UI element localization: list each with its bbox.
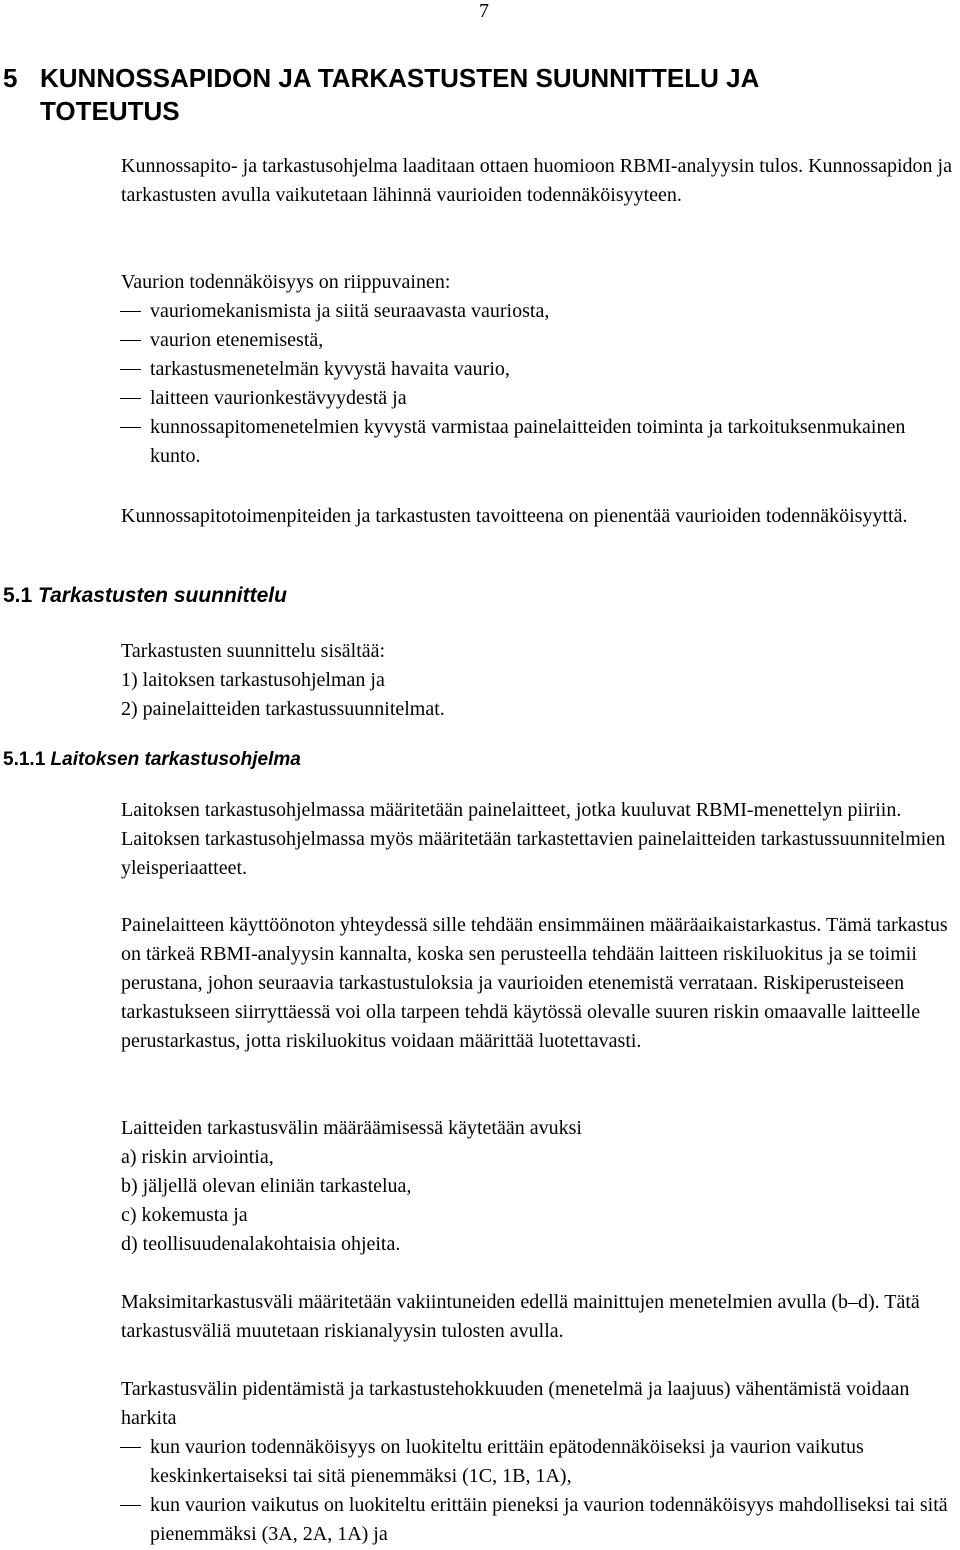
list-item: laitteen vaurionkestävyydestä ja [120, 384, 953, 413]
subsection-title: Laitoksen tarkastusohjelma [50, 749, 301, 770]
probability-factors [121, 268, 953, 471]
extension-section [121, 1375, 953, 1549]
planning-list [121, 666, 953, 724]
planning-contents [121, 637, 953, 724]
interval-aids-list [121, 1143, 953, 1259]
factors-lead: Vaurion todennäköisyys on riippuvainen: [121, 271, 451, 293]
list-item: c) kokemusta ja [121, 1204, 248, 1226]
extension-list [121, 1433, 953, 1549]
chapter-title-line2: TOTEUTUS [40, 96, 180, 126]
max-interval-paragraph-block [121, 1288, 953, 1346]
program-paragraph-block [121, 796, 953, 883]
list-item: vauriomekanismista ja siitä seuraavasta vauriosta, [120, 297, 953, 326]
subsection-number: 5.1.1 [3, 749, 46, 770]
chapter-number: 5 [3, 63, 18, 93]
goal-paragraph-block [121, 502, 953, 531]
chapter-title-line1: KUNNOSSAPIDON JA TARKASTUSTEN SUUNNITTELU JA [40, 63, 760, 93]
interval-aids [121, 1114, 953, 1259]
list-item: b) jäljellä olevan eliniän tarkastelua, [121, 1175, 412, 1197]
planning-lead: Tarkastusten suunnittelu sisältää: [121, 640, 386, 662]
extension-lead: Tarkastusvälin pidentämistä ja tarkastustehokkuuden (menetelmä ja laajuus) vähentämistä voidaan harkita [121, 1378, 910, 1429]
section-title: Tarkastusten suunnittelu [38, 584, 287, 607]
commissioning-paragraph: Painelaitteen käyttöönoton yhteydessä sille tehdään ensimmäinen määräaikaistarkastus. Tämä tarkastus on tärkeä RBMI-analyysin kannalta, koska sen perusteella tehdään laitteen riskiluokitus ja se toimii perustana, johon seuraavia tarkastustuloksia ja vaurioiden etenemistä verrataan. Riskiperusteiseen tarkastukseen siirryttäessä voi olla tarpeen tehdä käytössä olevalle suuren riskin omaavalle laitteelle perustarkastus, jotta riskiluokitus voidaan määrittää luotettavasti. [121, 914, 948, 1052]
commissioning-paragraph-block [121, 911, 953, 1056]
max-interval-paragraph: Maksimitarkastusväli määritetään vakiintuneiden edellä mainittujen menetelmien avulla (b–d). Tätä tarkastusväliä muutetaan riskianalyysin tulosten avulla. [121, 1291, 920, 1342]
program-paragraph: Laitoksen tarkastusohjelmassa määritetään painelaitteet, jotka kuuluvat RBMI-menettelyn piiriin. Laitoksen tarkastusohjelmassa myös määritetään tarkastettavien painelaitteiden tarkastussuunnitelmien yleisperiaatteet. [121, 799, 946, 879]
intro-section [121, 152, 953, 210]
list-item: tarkastusmenetelmän kyvystä havaita vaurio, [120, 355, 953, 384]
list-item: vaurion etenemisestä, [120, 326, 953, 355]
page-number: 7 [479, 0, 489, 22]
section-heading-5-1 [3, 583, 287, 609]
chapter-heading [3, 62, 943, 128]
list-item: kun vaurion vaikutus on luokiteltu erittäin pieneksi ja vaurion todennäköisyys mahdolliseksi tai sitä pienemmäksi (3A, 2A, 1A) ja [120, 1491, 953, 1549]
list-item: kunnossapitomenetelmien kyvystä varmistaa painelaitteiden toiminta ja tarkoituksenmukainen kunto. [120, 413, 953, 471]
list-item: a) riskin arviointia, [121, 1146, 274, 1168]
interval-lead: Laitteiden tarkastusvälin määräämisessä käytetään avuksi [121, 1117, 582, 1139]
goal-paragraph: Kunnossapitotoimenpiteiden ja tarkastusten tavoitteena on pienentää vaurioiden todennäköisyyttä. [121, 505, 908, 527]
list-item: 1) laitoksen tarkastusohjelman ja [121, 669, 385, 691]
factors-list [121, 297, 953, 471]
section-heading-5-1-1 [3, 748, 301, 772]
intro-paragraph: Kunnossapito- ja tarkastusohjelma laaditaan ottaen huomioon RBMI-analyysin tulos. Kunnossapidon ja tarkastusten avulla vaikutetaan lähinnä vaurioiden todennäköisyyteen. [121, 155, 952, 206]
list-item: 2) painelaitteiden tarkastussuunnitelmat. [121, 698, 445, 720]
section-number: 5.1 [3, 584, 33, 607]
list-item: d) teollisuudenalakohtaisia ohjeita. [121, 1233, 401, 1255]
list-item: kun vaurion todennäköisyys on luokiteltu erittäin epätodennäköiseksi ja vaurion vaikutus keskinkertaiseksi tai sitä pienemmäksi (1C, 1B, 1A), [120, 1433, 953, 1491]
